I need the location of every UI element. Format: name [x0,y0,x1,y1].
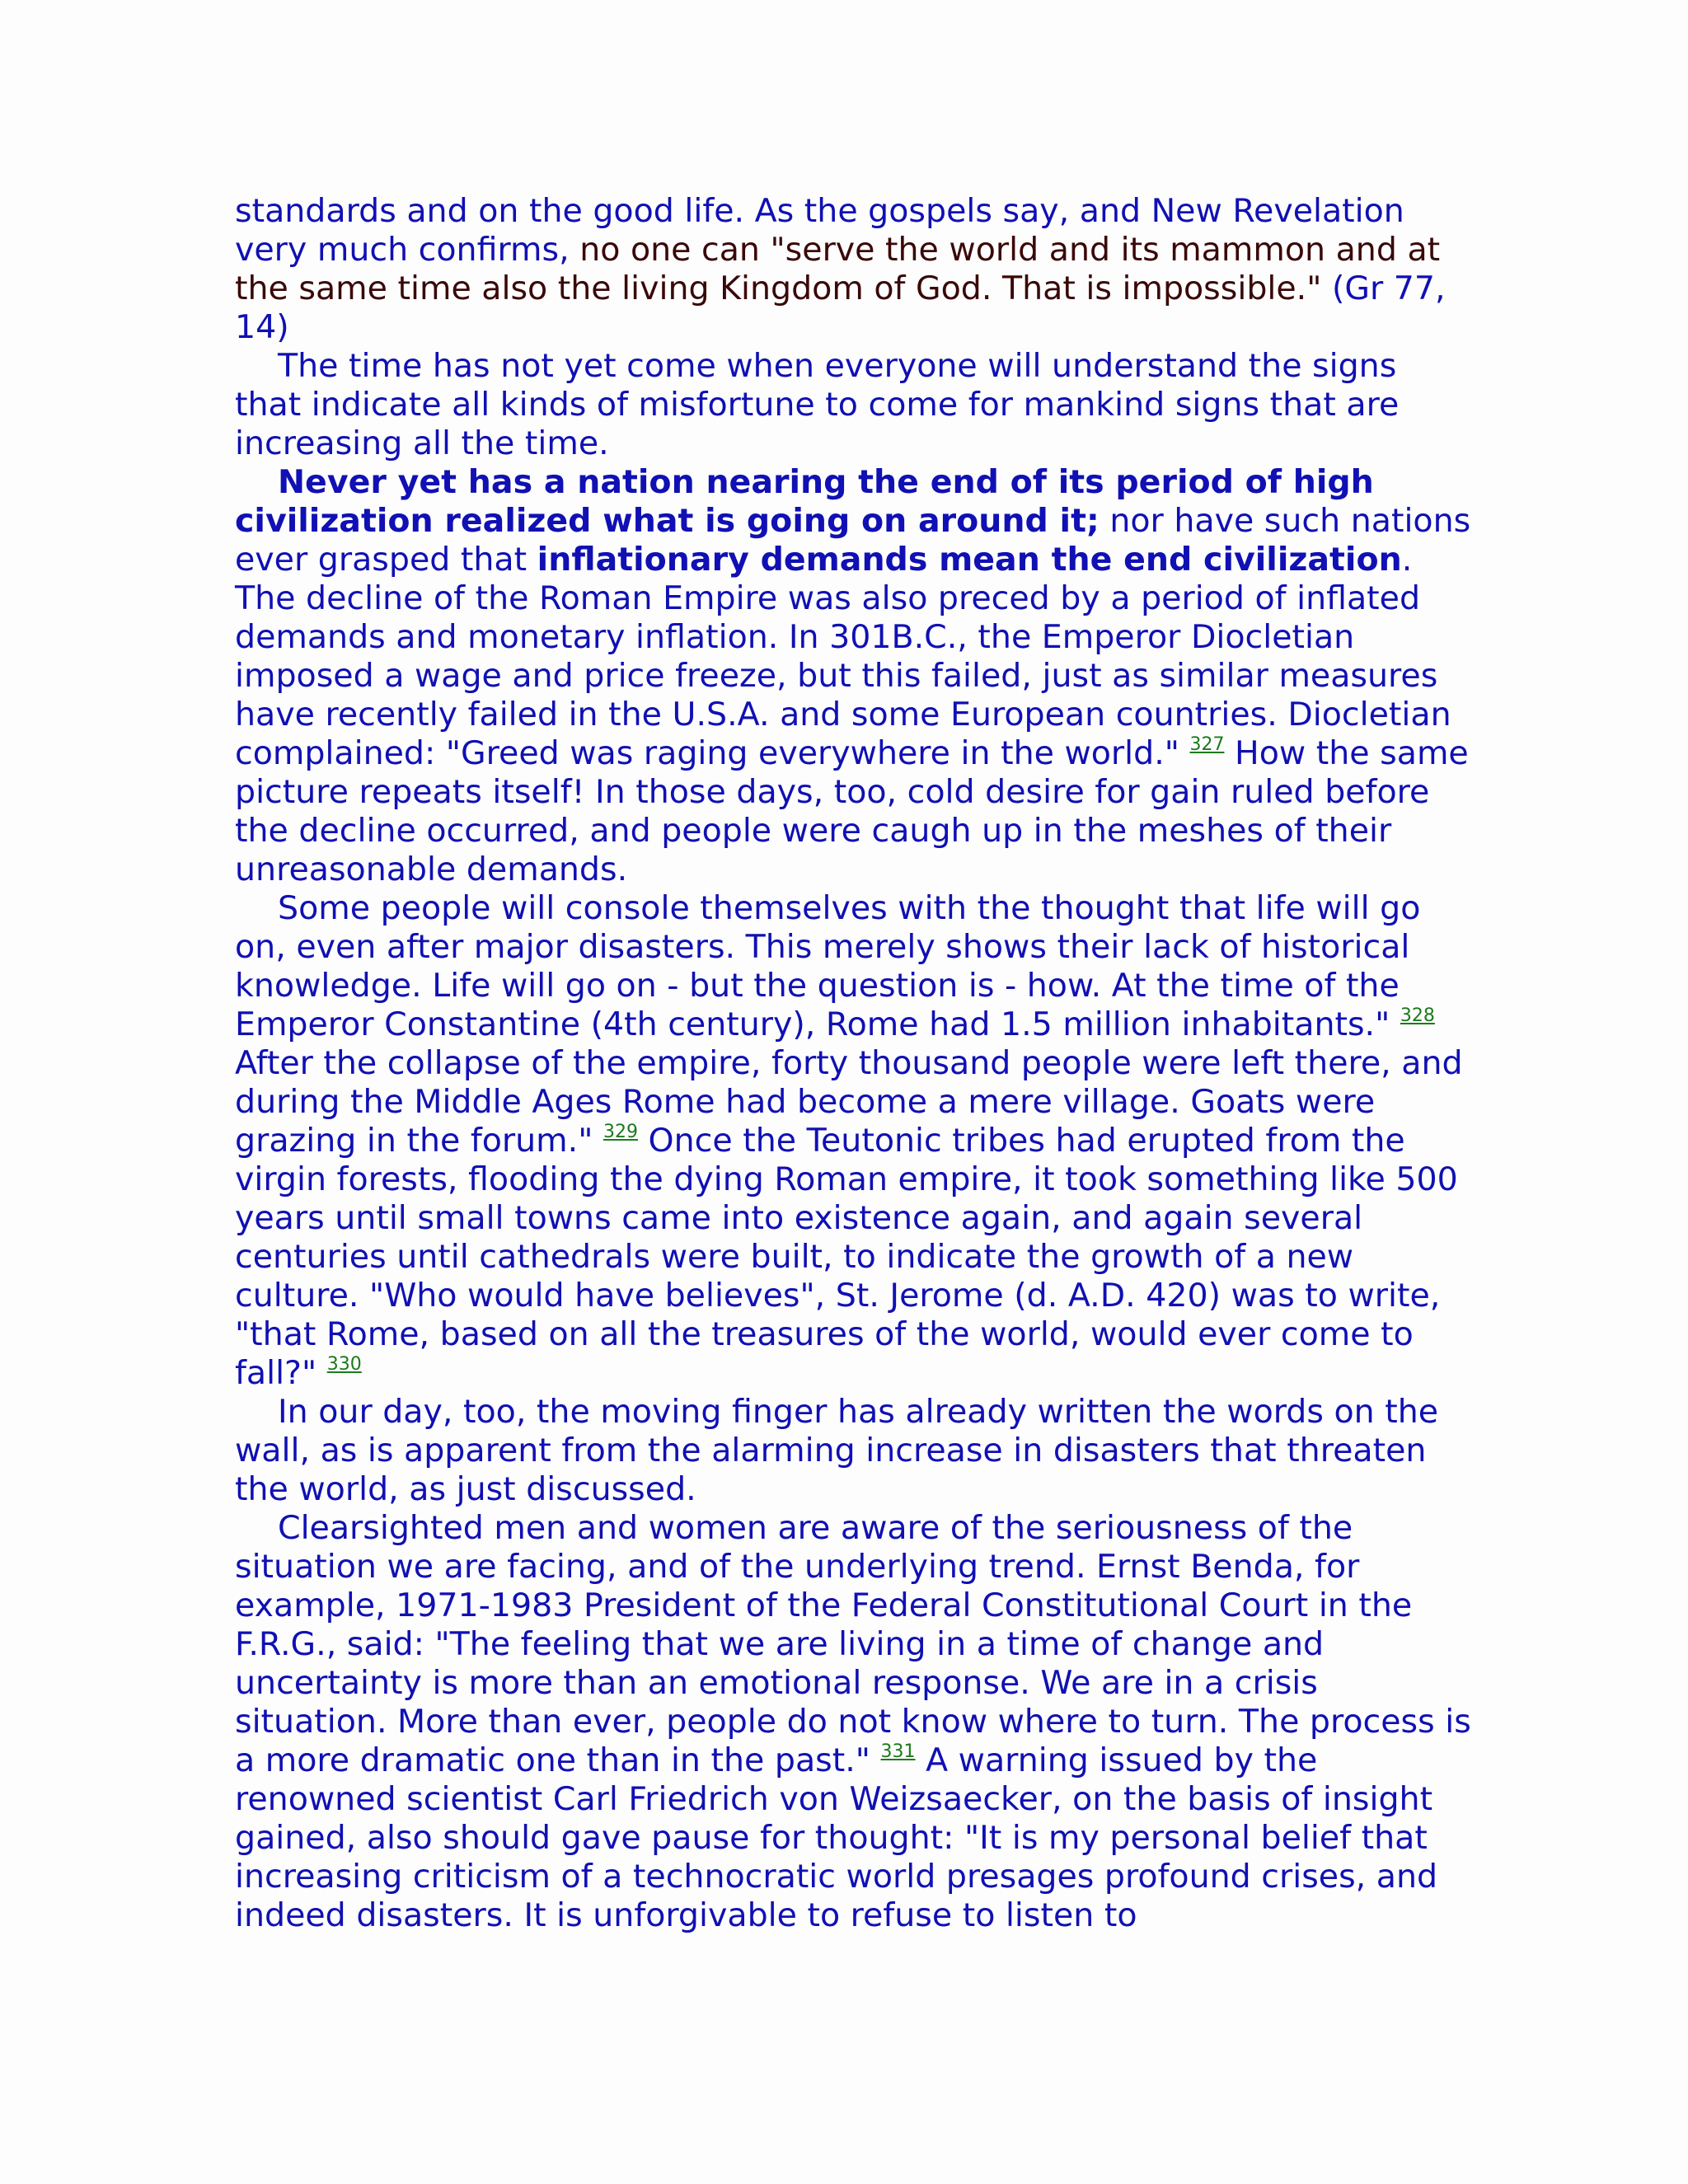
paragraph-1 [235,192,1471,347]
footnote-link-330[interactable]: 330 [326,1354,362,1375]
paragraph-5: In our day, too, the moving finger has already written the words on the wall, as is apparent from the alarming increase in disasters that threaten the world, as just discussed. [235,1393,1439,1508]
paragraph-6-text-a: Clearsighted men and women are aware of the seriousness of the situation we are facing, and of the underlying trend. Ernst Benda, for example, 1971-1983 President of the Federal Constitutional Court in the F.R.G., said: "The feeling that we are living in a time of change and uncertainty is more than an emotional response. We are in a crisis situation. More than ever, people do not know where to turn. The process is a more dramatic one than in the past." [235,1509,1471,1779]
paragraph-4-text-a: Some people will console themselves with the thought that life will go on, even after major disasters. This merely shows their lack of historical knowledge. Life will go on - but the question is - how. At the time of the Emperor Constantine (4th century), Rome had 1.5 million inhabitants." [235,889,1421,1043]
footnote-link-327[interactable]: 327 [1189,734,1225,755]
paragraph-4 [235,889,1471,1393]
document-page [235,192,1471,1935]
quote-citation: (Gr 77, 14) [235,269,1446,346]
paragraph-3-text-a: nor have such nations ever grasped that [235,502,1471,579]
footnote-link-328[interactable]: 328 [1400,1005,1435,1026]
paragraph-4-text-c: Once the Teutonic tribes had erupted from the virgin forests, flooding the dying Roman empire, it took something like 500 years until small towns came into existence again, and again several centuries until cathedrals were built, to indicate the growth of a new culture. "Who would have believes", St. Jerome (d. A.D. 420) was to write, "that Rome, based on all the treasures of the world, would ever come to fall?" [235,1122,1458,1392]
paragraph-6 [235,1509,1471,1935]
bold-statement-2: inflationary demands mean the end civilization [537,541,1402,579]
paragraph-6-text-b: A warning issued by the renowned scientist Carl Friedrich von Weizsaecker, on the basis of insight gained, also should gave pause for thought: "It is my personal belief that increasing criticism of a technocratic world presages profound crises, and indeed disasters. It is unforgivable to refuse to listen to [235,1741,1438,1934]
gospel-quote: no one can "serve the world and its mammon and at the same time also the living Kingdom of God. That is impossible." [235,231,1441,307]
paragraph-2: The time has not yet come when everyone will understand the signs that indicate all kinds of misfortune to come for mankind signs that are increasing all the time. [235,347,1400,462]
paragraph-3 [235,463,1471,889]
paragraph-4-text-b: After the collapse of the empire, forty thousand people were left there, and during the Middle Ages Rome had become a mere village. Goats were grazing in the forum." [235,1044,1463,1160]
bold-statement-1: Never yet has a nation nearing the end of its period of high civilization realized what is going on around it; [235,463,1374,540]
footnote-link-329[interactable]: 329 [603,1122,638,1142]
paragraph-3-text-b: . The decline of the Roman Empire was also preced by a period of inflated demands and monetary inflation. In 301B.C., the Emperor Diocletian imposed a wage and price freeze, but this failed, just as similar measures have recently failed in the U.S.A. and some European countries. Diocletian complained: "Greed was raging everywhere in the world." [235,541,1451,772]
paragraph-1-text: standards and on the good life. As the gospels say, and New Revelation very much confirms, [235,192,1404,269]
paragraph-3-text-c: How the same picture repeats itself! In those days, too, cold desire for gain ruled before the decline occurred, and people were caugh up in the meshes of their unreasonable demands. [235,734,1469,888]
footnote-link-331[interactable]: 331 [880,1741,916,1762]
